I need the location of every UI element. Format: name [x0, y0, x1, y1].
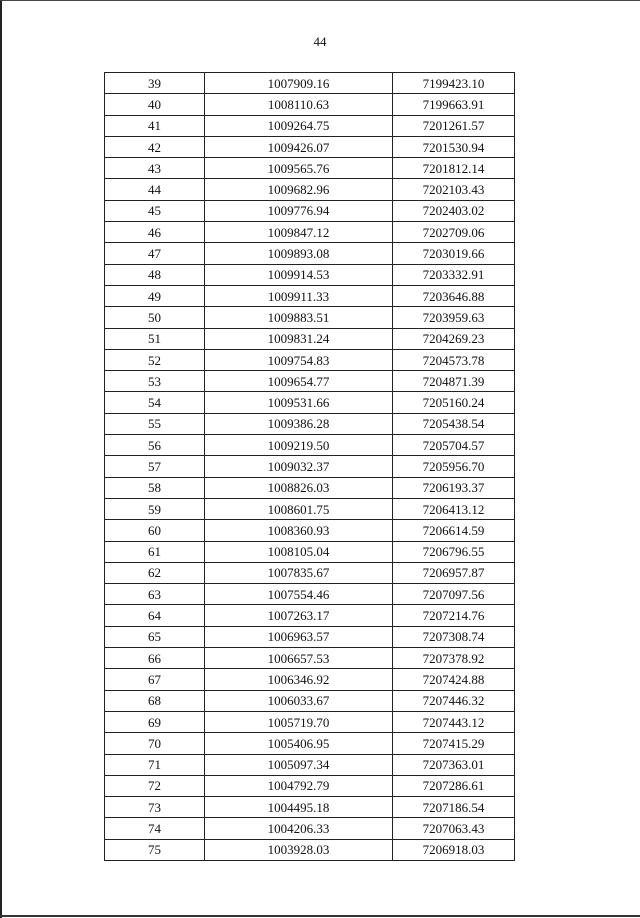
y-coordinate-cell: 7202403.02: [393, 200, 515, 221]
table-row: [105, 605, 515, 626]
point-number-cell: 59: [105, 498, 205, 519]
y-coordinate-cell: 7201261.57: [393, 115, 515, 136]
point-number-cell: 49: [105, 285, 205, 306]
y-coordinate-cell: 7205438.54: [393, 413, 515, 434]
page-number: 44: [313, 34, 327, 49]
y-coordinate-cell: 7206957.87: [393, 562, 515, 583]
point-number-cell: 66: [105, 648, 205, 669]
x-coordinate-cell: 1008105.04: [205, 541, 393, 562]
y-coordinate-cell: 7207186.54: [393, 797, 515, 818]
table-row: [105, 818, 515, 839]
x-coordinate-cell: 1007263.17: [205, 605, 393, 626]
y-coordinate-cell: 7205704.57: [393, 435, 515, 456]
table-row: [105, 158, 515, 179]
point-number-cell: 58: [105, 477, 205, 498]
table-row: [105, 179, 515, 200]
point-number-cell: 67: [105, 669, 205, 690]
y-coordinate-cell: 7202103.43: [393, 179, 515, 200]
y-coordinate-cell: 7207363.01: [393, 754, 515, 775]
table-row: [105, 754, 515, 775]
point-number-cell: 46: [105, 222, 205, 243]
point-number-cell: 62: [105, 562, 205, 583]
table-row: [105, 285, 515, 306]
scan-edge-top: [0, 0, 640, 1]
y-coordinate-cell: 7206193.37: [393, 477, 515, 498]
point-number-cell: 40: [105, 94, 205, 115]
x-coordinate-cell: 1005097.34: [205, 754, 393, 775]
y-coordinate-cell: 7207286.61: [393, 775, 515, 796]
x-coordinate-cell: 1009893.08: [205, 243, 393, 264]
x-coordinate-cell: 1009911.33: [205, 285, 393, 306]
point-number-cell: 41: [105, 115, 205, 136]
x-coordinate-cell: 1009682.96: [205, 179, 393, 200]
x-coordinate-cell: 1009754.83: [205, 349, 393, 370]
table-row: [105, 328, 515, 349]
point-number-cell: 45: [105, 200, 205, 221]
point-number-cell: 55: [105, 413, 205, 434]
x-coordinate-cell: 1004495.18: [205, 797, 393, 818]
y-coordinate-cell: 7201530.94: [393, 136, 515, 157]
x-coordinate-cell: 1003928.03: [205, 839, 393, 860]
table-row: [105, 648, 515, 669]
table-row: [105, 541, 515, 562]
y-coordinate-cell: 7199423.10: [393, 73, 515, 94]
point-number-cell: 50: [105, 307, 205, 328]
x-coordinate-cell: 1006033.67: [205, 690, 393, 711]
x-coordinate-cell: 1006963.57: [205, 626, 393, 647]
x-coordinate-cell: 1004792.79: [205, 775, 393, 796]
point-number-cell: 64: [105, 605, 205, 626]
coordinates-table: [104, 72, 515, 861]
y-coordinate-cell: 7207214.76: [393, 605, 515, 626]
x-coordinate-cell: 1008826.03: [205, 477, 393, 498]
table-row: [105, 392, 515, 413]
y-coordinate-cell: 7199663.91: [393, 94, 515, 115]
point-number-cell: 43: [105, 158, 205, 179]
scan-edge-left: [0, 0, 2, 918]
y-coordinate-cell: 7207097.56: [393, 584, 515, 605]
x-coordinate-cell: 1007909.16: [205, 73, 393, 94]
y-coordinate-cell: 7205160.24: [393, 392, 515, 413]
point-number-cell: 73: [105, 797, 205, 818]
point-number-cell: 42: [105, 136, 205, 157]
x-coordinate-cell: 1007835.67: [205, 562, 393, 583]
point-number-cell: 48: [105, 264, 205, 285]
y-coordinate-cell: 7202709.06: [393, 222, 515, 243]
coordinates-table-body: [105, 73, 515, 861]
x-coordinate-cell: 1009847.12: [205, 222, 393, 243]
point-number-cell: 65: [105, 626, 205, 647]
point-number-cell: 74: [105, 818, 205, 839]
point-number-cell: 70: [105, 733, 205, 754]
table-row: [105, 413, 515, 434]
x-coordinate-cell: 1009426.07: [205, 136, 393, 157]
table-row: [105, 349, 515, 370]
table-row: [105, 626, 515, 647]
point-number-cell: 39: [105, 73, 205, 94]
x-coordinate-cell: 1009032.37: [205, 456, 393, 477]
y-coordinate-cell: 7203332.91: [393, 264, 515, 285]
y-coordinate-cell: 7207446.32: [393, 690, 515, 711]
table-row: [105, 775, 515, 796]
x-coordinate-cell: 1009565.76: [205, 158, 393, 179]
point-number-cell: 68: [105, 690, 205, 711]
x-coordinate-cell: 1009219.50: [205, 435, 393, 456]
table-row: [105, 243, 515, 264]
point-number-cell: 69: [105, 711, 205, 732]
table-row: [105, 584, 515, 605]
x-coordinate-cell: 1007554.46: [205, 584, 393, 605]
x-coordinate-cell: 1005719.70: [205, 711, 393, 732]
table-row: [105, 733, 515, 754]
point-number-cell: 72: [105, 775, 205, 796]
x-coordinate-cell: 1009914.53: [205, 264, 393, 285]
y-coordinate-cell: 7207063.43: [393, 818, 515, 839]
table-row: [105, 73, 515, 94]
y-coordinate-cell: 7203019.66: [393, 243, 515, 264]
point-number-cell: 57: [105, 456, 205, 477]
x-coordinate-cell: 1009386.28: [205, 413, 393, 434]
point-number-cell: 53: [105, 371, 205, 392]
x-coordinate-cell: 1009883.51: [205, 307, 393, 328]
table-row: [105, 669, 515, 690]
scan-edge-bottom: [0, 915, 640, 917]
point-number-cell: 54: [105, 392, 205, 413]
point-number-cell: 61: [105, 541, 205, 562]
x-coordinate-cell: 1008360.93: [205, 520, 393, 541]
table-row: [105, 797, 515, 818]
y-coordinate-cell: 7206614.59: [393, 520, 515, 541]
y-coordinate-cell: 7206918.03: [393, 839, 515, 860]
y-coordinate-cell: 7201812.14: [393, 158, 515, 179]
x-coordinate-cell: 1009831.24: [205, 328, 393, 349]
point-number-cell: 51: [105, 328, 205, 349]
point-number-cell: 71: [105, 754, 205, 775]
table-row: [105, 498, 515, 519]
table-row: [105, 307, 515, 328]
table-row: [105, 435, 515, 456]
table-row: [105, 371, 515, 392]
table-row: [105, 115, 515, 136]
table-row: [105, 520, 515, 541]
x-coordinate-cell: 1005406.95: [205, 733, 393, 754]
y-coordinate-cell: 7207308.74: [393, 626, 515, 647]
y-coordinate-cell: 7207424.88: [393, 669, 515, 690]
point-number-cell: 60: [105, 520, 205, 541]
point-number-cell: 56: [105, 435, 205, 456]
y-coordinate-cell: 7204871.39: [393, 371, 515, 392]
x-coordinate-cell: 1006657.53: [205, 648, 393, 669]
y-coordinate-cell: 7203959.63: [393, 307, 515, 328]
x-coordinate-cell: 1004206.33: [205, 818, 393, 839]
point-number-cell: 75: [105, 839, 205, 860]
point-number-cell: 52: [105, 349, 205, 370]
y-coordinate-cell: 7207443.12: [393, 711, 515, 732]
table-row: [105, 477, 515, 498]
y-coordinate-cell: 7204269.23: [393, 328, 515, 349]
y-coordinate-cell: 7207415.29: [393, 733, 515, 754]
table-row: [105, 839, 515, 860]
x-coordinate-cell: 1009531.66: [205, 392, 393, 413]
table-row: [105, 562, 515, 583]
x-coordinate-cell: 1009654.77: [205, 371, 393, 392]
x-coordinate-cell: 1006346.92: [205, 669, 393, 690]
table-row: [105, 200, 515, 221]
table-row: [105, 94, 515, 115]
y-coordinate-cell: 7206413.12: [393, 498, 515, 519]
y-coordinate-cell: 7207378.92: [393, 648, 515, 669]
table-row: [105, 456, 515, 477]
point-number-cell: 44: [105, 179, 205, 200]
table-row: [105, 264, 515, 285]
y-coordinate-cell: 7205956.70: [393, 456, 515, 477]
y-coordinate-cell: 7206796.55: [393, 541, 515, 562]
y-coordinate-cell: 7203646.88: [393, 285, 515, 306]
x-coordinate-cell: 1008601.75: [205, 498, 393, 519]
table-row: [105, 136, 515, 157]
table-row: [105, 711, 515, 732]
y-coordinate-cell: 7204573.78: [393, 349, 515, 370]
table-row: [105, 222, 515, 243]
table-row: [105, 690, 515, 711]
point-number-cell: 47: [105, 243, 205, 264]
x-coordinate-cell: 1009776.94: [205, 200, 393, 221]
point-number-cell: 63: [105, 584, 205, 605]
x-coordinate-cell: 1009264.75: [205, 115, 393, 136]
x-coordinate-cell: 1008110.63: [205, 94, 393, 115]
